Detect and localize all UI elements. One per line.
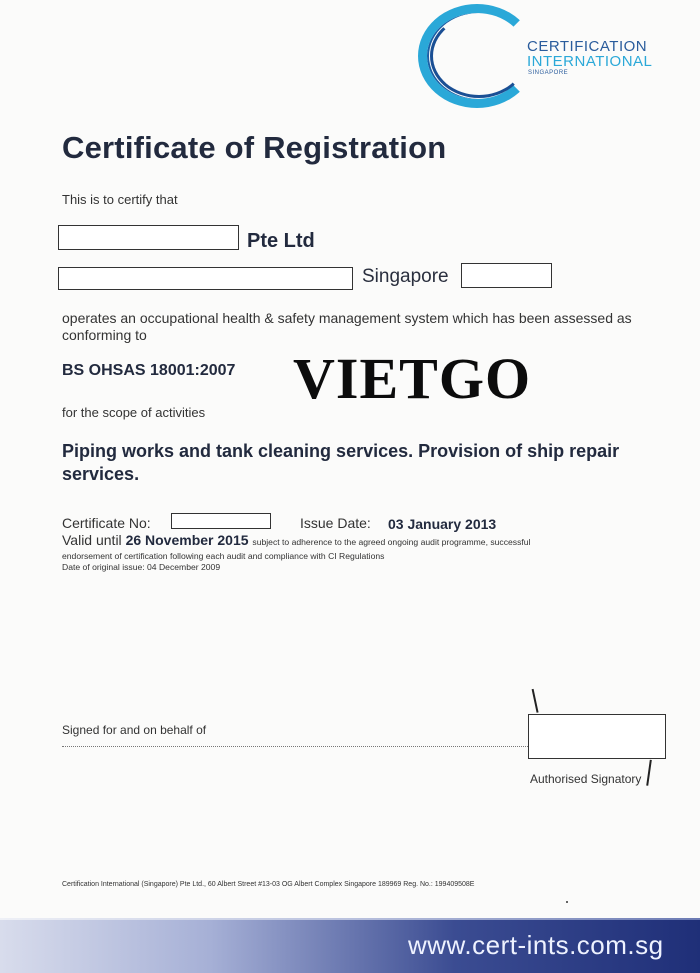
scope-label: for the scope of activities: [62, 405, 206, 420]
company-suffix: Pte Ltd: [247, 230, 315, 252]
logo-text-international: INTERNATIONAL: [527, 53, 653, 70]
company-city: Singapore: [362, 266, 449, 287]
standard-name: BS OHSAS 18001:2007: [62, 362, 236, 379]
redacted-company-name: [58, 225, 239, 250]
authorised-signatory-label: Authorised Signatory: [530, 772, 642, 786]
logo-text-singapore: SINGAPORE: [528, 70, 569, 76]
original-issue-date: Date of original issue: 04 December 2009: [62, 562, 221, 572]
logo-inner-ring-icon: [430, 14, 528, 98]
validity-row: [62, 532, 530, 548]
issue-date-label: Issue Date:: [300, 515, 371, 531]
redacted-certificate-number: [171, 513, 271, 529]
signature-stroke-icon: [532, 687, 547, 713]
activities-text: Piping works and tank cleaning services. Provision of ship repair services.: [62, 441, 620, 484]
speck-mark: [566, 901, 568, 903]
watermark-text: VIETGO: [293, 346, 532, 411]
redacted-signature: [528, 714, 666, 759]
valid-until-conditions: subject to adherence to the agreed ongoing audit programme, successful: [252, 537, 531, 547]
redacted-postal-code: [461, 263, 552, 288]
endorsement-text: endorsement of certification following each audit and compliance with CI Regulations: [62, 551, 385, 561]
logo-text-certification: CERTIFICATION: [527, 38, 648, 55]
valid-until-label: Valid until: [62, 532, 122, 548]
signature-tail-icon: [646, 760, 656, 787]
operates-statement: operates an occupational health & safety management system which has been assessed as conforming to: [62, 310, 632, 343]
issue-date-value: 03 January 2013: [388, 516, 497, 532]
valid-until-date: 26 November 2015: [125, 532, 249, 548]
website-url: www.cert-ints.com.sg: [408, 930, 664, 960]
redacted-address: [58, 267, 353, 290]
footer-address: Certification International (Singapore) Pte Ltd., 60 Albert Street #13-03 OG Albert Complex Singapore 189969 Reg. No.: 199409508E: [62, 881, 475, 888]
signed-label: Signed for and on behalf of: [62, 723, 207, 737]
certificate-title: Certificate of Registration: [62, 130, 447, 165]
signature-dotted-line: [62, 746, 530, 747]
certify-text: This is to certify that: [62, 192, 178, 207]
certificate-number-label: Certificate No:: [62, 515, 151, 531]
